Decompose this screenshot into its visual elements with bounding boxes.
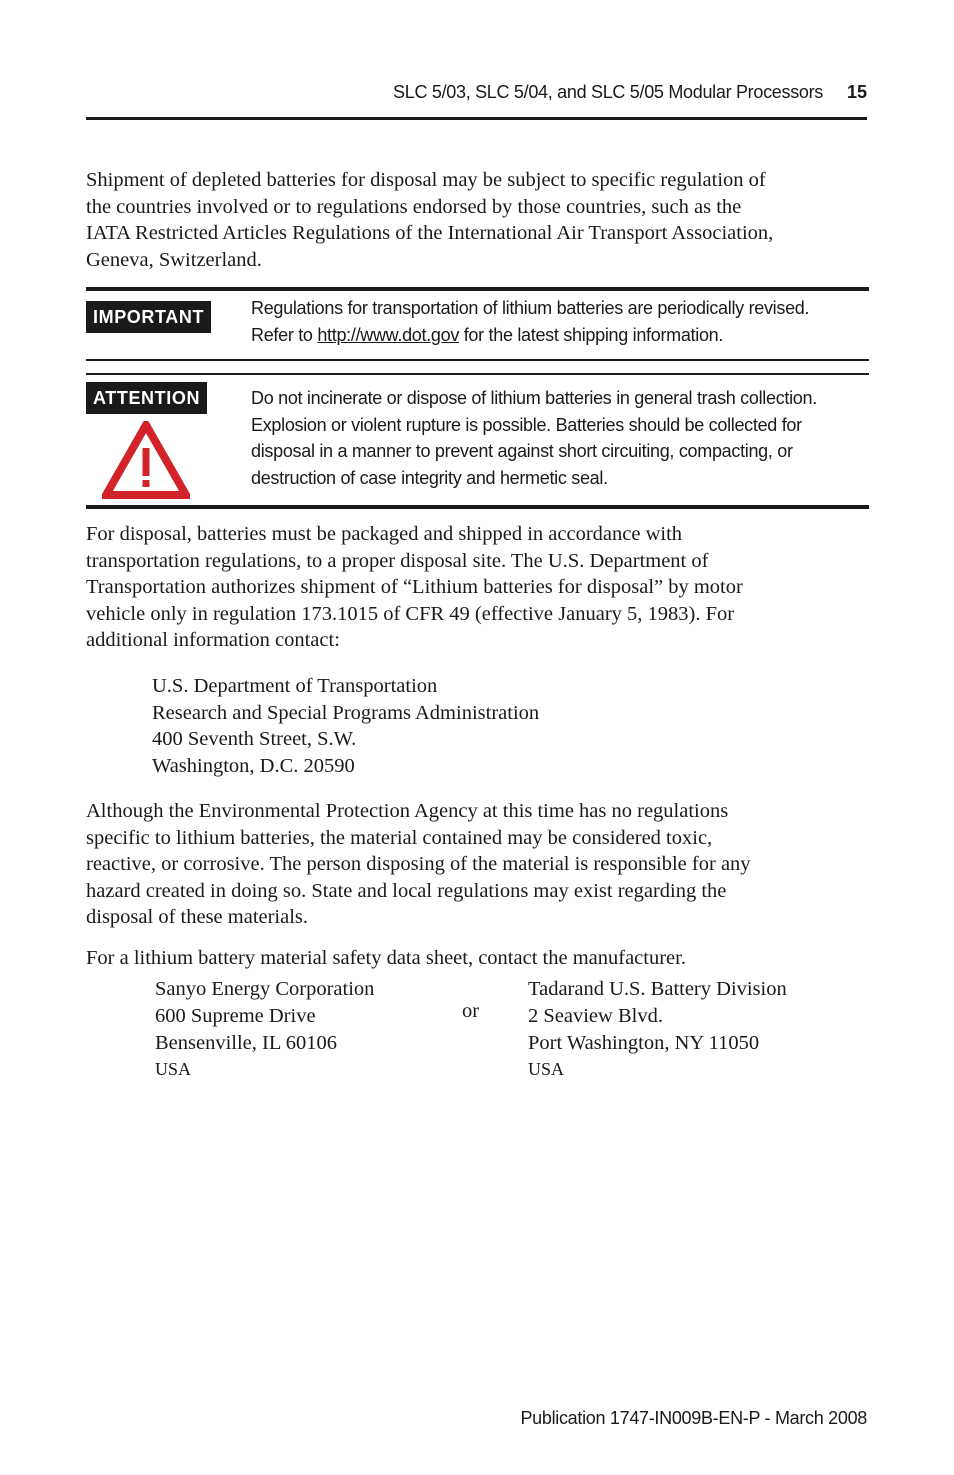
important-label: IMPORTANT <box>86 301 211 333</box>
address-line: Washington, D.C. 20590 <box>152 754 355 777</box>
attention-label: ATTENTION <box>86 382 207 414</box>
dot-gov-link[interactable]: http://www.dot.gov <box>317 324 460 345</box>
important-line <box>251 322 861 349</box>
warning-triangle-icon <box>102 421 190 499</box>
tadarand-address <box>528 976 787 1083</box>
important-prefix: Refer to <box>251 324 318 345</box>
attention-top-rule <box>86 373 869 375</box>
address-line: Bensenville, IL 60106 <box>155 1031 337 1054</box>
attention-line: destruction of case integrity and hermetic seal. <box>251 467 608 488</box>
paragraph-line: For disposal, batteries must be packaged and shipped in accordance with <box>86 523 683 545</box>
paragraph-line: Shipment of depleted batteries for disposal may be subject to specific regulation of <box>86 169 766 191</box>
paragraph-line: IATA Restricted Articles Regulations of the International Air Transport Association, <box>86 222 774 244</box>
attention-line: Do not incinerate or dispose of lithium batteries in general trash collection. <box>251 388 817 408</box>
attention-line: Explosion or violent rupture is possible. Batteries should be collected for <box>251 414 802 435</box>
paragraph-line: disposal of these materials. <box>86 906 309 928</box>
paragraph-line: additional information contact: <box>86 629 340 651</box>
important-top-rule <box>86 287 869 291</box>
attention-text <box>251 385 861 491</box>
address-line: USA <box>528 1059 565 1080</box>
attention-line: disposal in a manner to prevent against short circuiting, compacting, or <box>251 441 793 461</box>
paragraph-line: reactive, or corrosive. The person disposing of the material is responsible for any <box>86 853 751 875</box>
paragraph-line: the countries involved or to regulations endorsed by those countries, such as the <box>86 195 742 218</box>
running-header <box>86 82 867 106</box>
paragraph-line: transportation regulations, to a proper disposal site. The U.S. Department of <box>86 549 709 572</box>
address-line: Research and Special Programs Administration <box>152 701 540 724</box>
important-text <box>251 295 861 348</box>
or-separator: or <box>462 1000 480 1022</box>
intro-paragraph <box>86 167 868 273</box>
address-line: Tadarand U.S. Battery Division <box>528 978 787 1000</box>
msds-sentence: For a lithium battery material safety data sheet, contact the manufacturer. <box>86 947 686 969</box>
address-line: USA <box>155 1059 192 1080</box>
paragraph-line: vehicle only in regulation 173.1015 of CFR 49 (effective January 5, 1983). For <box>86 602 735 625</box>
sanyo-address <box>155 976 374 1083</box>
paragraph-line: specific to lithium batteries, the material contained may be considered toxic, <box>86 826 713 849</box>
address-line: 600 Supreme Drive <box>155 1004 316 1027</box>
paragraph-line: Although the Environmental Protection Agency at this time has no regulations <box>86 800 729 822</box>
dot-address-block <box>152 673 539 779</box>
paragraph-line: Transportation authorizes shipment of “Lithium batteries for disposal” by motor <box>86 576 743 598</box>
address-line: U.S. Department of Transportation <box>152 675 438 697</box>
document-title: SLC 5/03, SLC 5/04, and SLC 5/05 Modular Processors <box>393 82 823 102</box>
page-number: 15 <box>846 82 867 102</box>
disposal-paragraph <box>86 521 868 654</box>
header-divider <box>86 117 867 120</box>
attention-bottom-rule <box>86 505 869 509</box>
paragraph-line: hazard created in doing so. State and local regulations may exist regarding the <box>86 879 727 902</box>
address-line: Port Washington, NY 11050 <box>528 1031 760 1054</box>
important-bottom-rule <box>86 359 869 361</box>
address-line: 2 Seaview Blvd. <box>528 1004 663 1027</box>
important-suffix: for the latest shipping information. <box>459 324 724 345</box>
address-line: 400 Seventh Street, S.W. <box>152 728 357 750</box>
epa-paragraph <box>86 798 868 931</box>
important-line: Regulations for transportation of lithium batteries are periodically revised. <box>251 298 810 318</box>
publication-footer: Publication 1747-IN009B-EN-P - March 2008 <box>520 1408 867 1428</box>
paragraph-line: Geneva, Switzerland. <box>86 248 262 271</box>
address-line: Sanyo Energy Corporation <box>155 978 375 1000</box>
